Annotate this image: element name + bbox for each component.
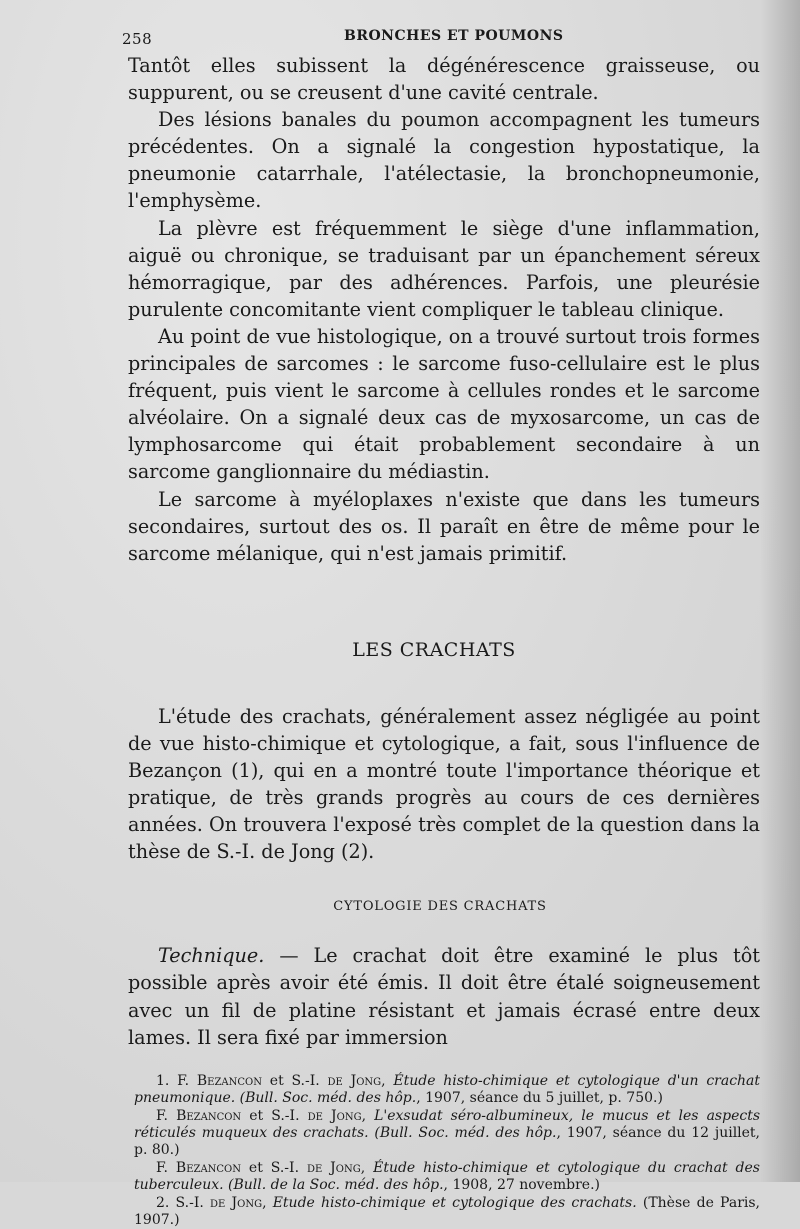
running-head: [122, 22, 760, 52]
page-number: 258: [122, 30, 153, 48]
paragraph: Au point de vue histologique, on a trouvé surtout trois formes principales de sarcomes : le sarcome fuso-cellulaire est le plus fréquent, puis vient le sarcome à cellules rondes et le sarcome alvéolaire. On a signalé deux cas de myxosarcome, un cas de lymphosarcome qui était probablement secondaire à un sarcome ganglionnaire du médiastin.: [128, 324, 760, 484]
footnote: 2. S.-I. de Jong, Etude histo-chimique et cytologique des crachats. (Thèse de Paris, 1907.): [134, 1194, 760, 1228]
paragraph: L'étude des crachats, généralement assez négligée au point de vue histo-chimique et cytologique, a fait, sous l'influence de Bezançon (1), qui en a montré toute l'importance théorique et pratique, de très grands progrès au cours de ces dernières années. On trouvera l'exposé très complet de la question dans la thèse de S.-I. de Jong (2).: [128, 704, 760, 864]
paragraph: Tantôt elles subissent la dégénérescence graisseuse, ou suppurent, ou se creusent d'une cavité centrale.: [128, 54, 760, 105]
section-title: LES CRACHATS: [352, 638, 516, 661]
technique-text: [128, 942, 760, 1050]
running-title: BRONCHES ET POUMONS: [344, 28, 564, 44]
footnotes: [128, 1073, 760, 1229]
technique-label: Technique.: [158, 944, 265, 968]
paragraph: La plèvre est fréquemment le siège d'une inflammation, aiguë ou chronique, se traduisant par un épanchement séreux hémorragique, par des adhérences. Parfois, une pleurésie purulente concomitante vient compliquer le tableau clinique.: [128, 216, 760, 321]
footnote: F. Bezancon et S.-I. de Jong, Étude histo-chimique et cytologique du crachat des tuberculeux. (Bull. de la Soc. méd. des hôp., 1908, 27 novembre.): [134, 1159, 760, 1194]
footnote: F. Bezancon et S.-I. de Jong, L'exsudat séro-albumineux, le mucus et les aspects réticulés muqueux des crachats. (Bull. Soc. méd. des hôp., 1907, séance du 12 juillet, p. 80.): [134, 1107, 761, 1159]
paragraph: Le sarcome à myéloplaxes n'existe que dans les tumeurs secondaires, surtout des os. Il paraît en être de même pour le sarcome mélanique, qui n'est jamais primitif.: [128, 487, 760, 565]
footnote: 1. F. Bezancon et S.-I. de Jong, Étude histo-chimique et cytologique d'un crachat pneumonique. (Bull. Soc. méd. des hôp., 1907, séance du 5 juillet, p. 750.): [134, 1072, 761, 1107]
section-text: [128, 703, 760, 866]
subsection-title: CYTOLOGIE DES CRACHATS: [333, 899, 547, 915]
technique-body: — Le crachat doit être examiné le plus tôt possible après avoir été émis. Il doit être étalé soigneusement avec un fil de platine résistant et jamais écrasé entre deux lames. Il sera fixé par immersion: [128, 944, 760, 1049]
technique-paragraph: [128, 942, 760, 1050]
paragraph: Des lésions banales du poumon accompagnent les tumeurs précédentes. On a signalé la congestion hypostatique, la pneumonie catarrhale, l'atélectasie, la bronchopneumonie, l'emphysème.: [128, 108, 760, 213]
main-text: [128, 52, 760, 567]
